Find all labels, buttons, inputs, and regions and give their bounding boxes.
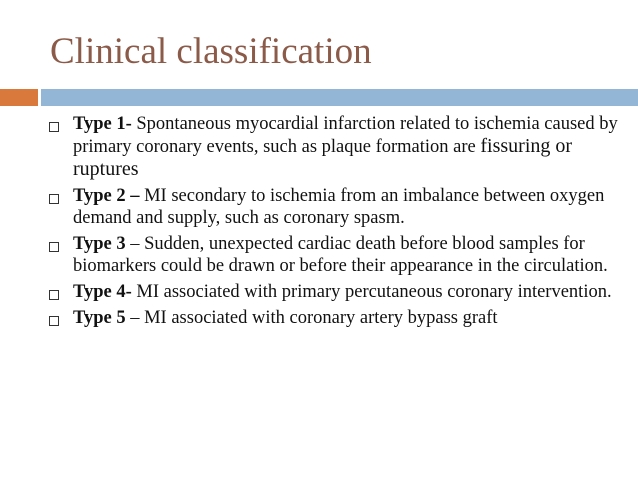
bullet-text-large: fissuring or ruptures	[73, 135, 573, 180]
bullet-type-5	[49, 307, 629, 329]
bullet-list	[49, 113, 629, 333]
square-bullet-icon	[49, 242, 59, 252]
type-label: Type 3	[73, 234, 126, 254]
bullet-text: Spontaneous myocardial infarction related to ischemia caused by primary coronary events, such as plaque formation are	[73, 114, 618, 157]
square-bullet-icon	[49, 316, 59, 326]
bullet-text: MI associated with primary percutaneous coronary intervention.	[131, 282, 612, 302]
type-label: Type 5	[73, 308, 126, 328]
bullet-type-2	[49, 185, 629, 229]
square-bullet-icon	[49, 194, 59, 204]
bullet-text: – Sudden, unexpected cardiac death before blood samples for biomarkers could be drawn or before their appearance in the circulation.	[73, 234, 608, 276]
bullet-type-3	[49, 233, 629, 277]
accent-bar-orange	[0, 89, 38, 106]
bullet-text: – MI associated with coronary artery bypass graft	[125, 308, 498, 328]
square-bullet-icon	[49, 290, 59, 300]
bullet-text: MI secondary to ischemia from an imbalance between oxygen demand and supply, such as coronary spasm.	[73, 186, 605, 228]
bullet-type-4	[49, 281, 629, 303]
accent-bar-blue	[41, 89, 638, 106]
type-label: Type 4-	[73, 282, 132, 302]
bullet-type-1	[49, 113, 629, 181]
type-label: Type 2 –	[73, 186, 140, 206]
slide-title: Clinical classification	[50, 31, 372, 72]
square-bullet-icon	[49, 122, 59, 132]
type-label: Type 1-	[73, 114, 132, 134]
